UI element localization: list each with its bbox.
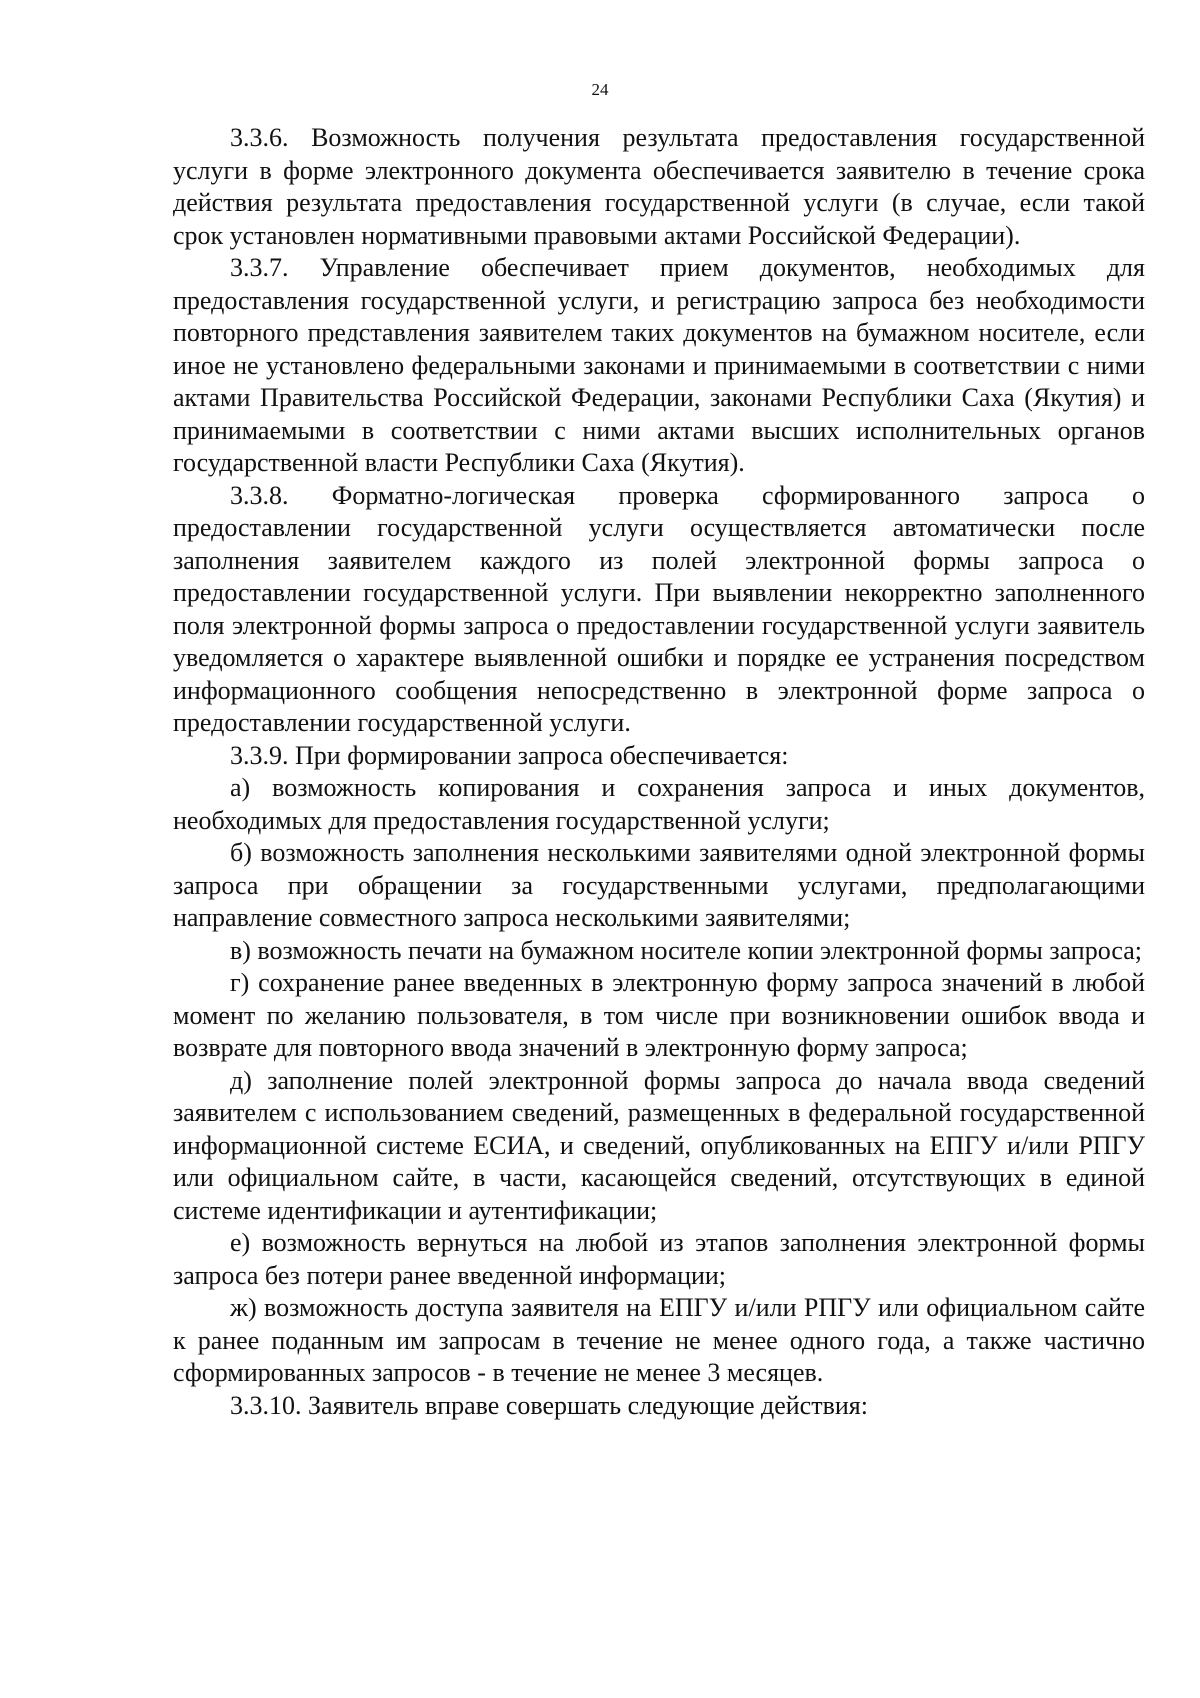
paragraph-3-3-7: 3.3.7. Управление обеспечивает прием документов, необходимых для предоставления государственной услуги, и регистрацию запроса без необходимости повторного представления заявителем таких документов на бумажном носителе, если иное не установлено федеральными законами и принимаемыми в соответствии с ними актами Правительства Российской Федерации, законами Республики Саха (Якутия) и принимаемыми в соответствии с ними актами высших исполнительных органов государственной власти Республики Саха (Якутия). xyxy=(173,253,1145,477)
paragraph-3-3-8: 3.3.8. Форматно-логическая проверка сформированного запроса о предоставлении государственной услуги осуществляется автоматически после заполнения заявителем каждого из полей электронной формы запроса о предоставлении государственной услуги. При выявлении некорректно заполненного поля электронной формы запроса о предоставлении государственной услуги заявитель уведомляется о характере выявленной ошибки и порядке ее устранения посредством информационного сообщения непосредственно в электронной форме запроса о предоставлении государственной услуги. xyxy=(173,480,1145,737)
paragraph-3-3-6: 3.3.6. Возможность получения результата предоставления государственной услуги в форме электронного документа обеспечивается заявителю в течение срока действия результата предоставления государственной услуги (в случае, если такой срок установлен нормативными правовыми актами Российской Федерации). xyxy=(173,123,1145,250)
list-item-e: е) возможность вернуться на любой из этапов заполнения электронной формы запроса без потери ранее введенной информации; xyxy=(173,1228,1145,1290)
list-item-a: а) возможность копирования и сохранения запроса и иных документов, необходимых для предоставления государственной услуги; xyxy=(173,773,1145,835)
list-item-zh: ж) возможность доступа заявителя на ЕПГУ и/или РПГУ или официальном сайте к ранее поданным им запросам в течение не менее одного года, а также частично сформированных запросов - в течение не менее 3 месяцев. xyxy=(173,1293,1145,1387)
list-item-v: в) возможность печати на бумажном носителе копии электронной формы запроса; xyxy=(230,935,1142,965)
document-body xyxy=(173,122,1145,1422)
page-number: 24 xyxy=(591,80,609,99)
paragraph-3-3-9: 3.3.9. При формировании запроса обеспечивается: xyxy=(230,740,789,770)
list-item-d: д) заполнение полей электронной формы запроса до начала ввода сведений заявителем с использованием сведений, размещенных в федеральной государственной информационной системе ЕСИА, и сведений, опубликованных на ЕПГУ и/или РПГУ или официальном сайте, в части, касающейся сведений, отсутствующих в единой системе идентификации и аутентификации; xyxy=(173,1065,1145,1225)
paragraph-3-3-10: 3.3.10. Заявитель вправе совершать следующие действия: xyxy=(230,1390,868,1420)
list-item-b: б) возможность заполнения несколькими заявителями одной электронной формы запроса при обращении за государственными услугами, предполагающими направление совместного запроса несколькими заявителями; xyxy=(173,838,1145,932)
list-item-g: г) сохранение ранее введенных в электронную форму запроса значений в любой момент по желанию пользователя, в том числе при возникновении ошибок ввода и возврате для повторного ввода значений в электронную форму запроса; xyxy=(173,968,1145,1062)
